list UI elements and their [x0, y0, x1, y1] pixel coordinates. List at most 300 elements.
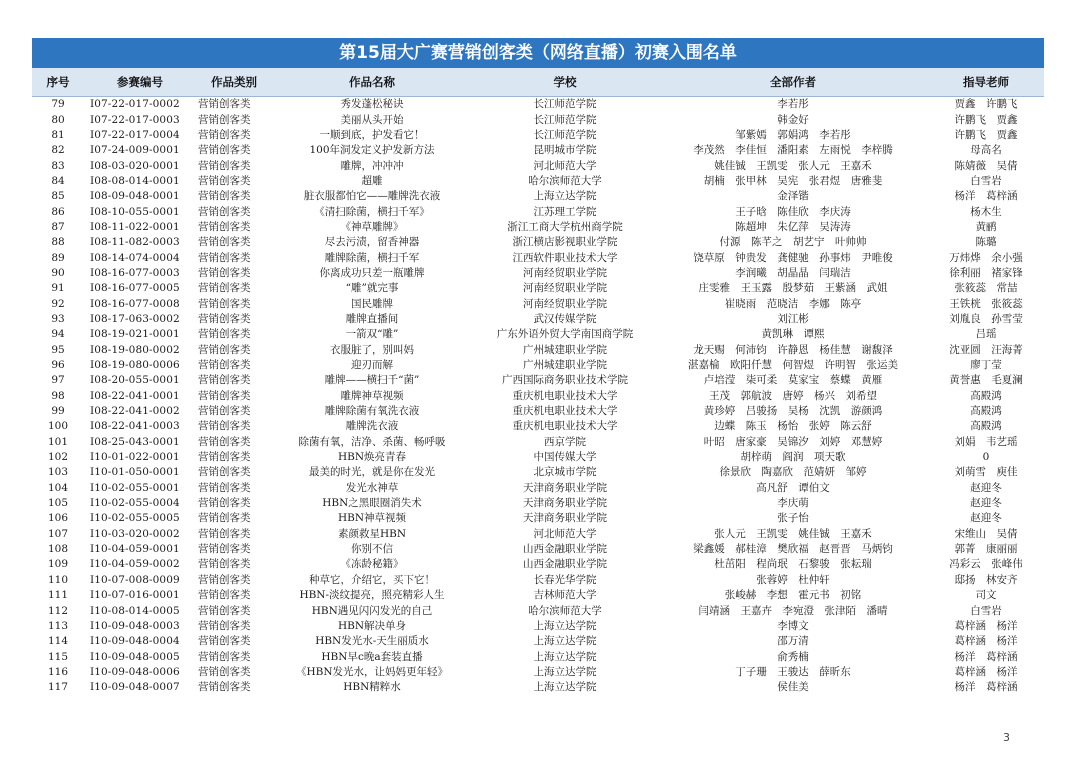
cell-work-title: 《HBN发光水，让妈妈更年轻》	[295, 665, 449, 678]
table-row	[32, 389, 1044, 404]
cell-work-title: 雕牌洗衣液	[345, 420, 399, 433]
cell-index: 94	[51, 328, 65, 341]
table-row	[32, 312, 1044, 327]
cell-entry-code: I10-02-055-0001	[90, 481, 180, 494]
cell-category: 营销创客类	[198, 359, 251, 372]
cell-category: 营销创客类	[198, 159, 251, 172]
cell-work-title: HBN之黑眼圈消失术	[322, 497, 422, 510]
cell-advisors: 张筱蕊 常喆	[954, 282, 1018, 295]
cell-entry-code: I08-20-055-0001	[90, 374, 180, 387]
finalists-table	[32, 68, 1044, 695]
table-row	[32, 189, 1044, 204]
cell-entry-code: I10-07-008-0009	[90, 573, 180, 586]
cell-advisors: 刘胤良 孙雪莹	[949, 312, 1023, 325]
cell-authors: 王茂 郭航波 唐婷 杨兴 刘希望	[709, 389, 877, 402]
cell-entry-code: I08-16-077-0005	[90, 282, 180, 295]
cell-entry-code: I08-16-077-0003	[90, 266, 180, 279]
cell-category: 营销创客类	[198, 481, 251, 494]
page-number: 3	[1003, 731, 1010, 744]
cell-school: 天津商务职业学院	[523, 481, 607, 494]
header-col-advisors: 指导老师	[928, 68, 1044, 97]
cell-advisors: 司文	[975, 589, 997, 602]
cell-authors: 杜茁阳 程尚珉 石黎骏 张耘瑞	[714, 558, 872, 571]
cell-category: 营销创客类	[198, 266, 251, 279]
cell-school: 广东外语外贸大学南国商学院	[496, 328, 634, 341]
cell-entry-code: I08-22-041-0001	[90, 389, 180, 402]
cell-work-title: 尽去污渍，留香神器	[324, 236, 420, 249]
table-row	[32, 296, 1044, 311]
cell-index: 117	[47, 681, 69, 694]
table-row	[32, 435, 1044, 450]
cell-school: 上海立达学院	[533, 190, 597, 203]
cell-authors: 叶昭 唐家豪 吴锦汐 刘婷 邓慧婷	[703, 435, 883, 448]
cell-entry-code: I08-16-077-0008	[90, 297, 180, 310]
cell-entry-code: I08-14-074-0004	[90, 251, 180, 264]
cell-authors: 梁鑫媛 郝桂漳 樊欣福 赵晋晋 马炳钧	[693, 543, 893, 556]
cell-work-title: 发光水神草	[345, 481, 399, 494]
cell-authors: 韩金好	[777, 113, 809, 126]
cell-authors: 陈超坤 朱亿萍 吴涛涛	[735, 220, 851, 233]
cell-entry-code: I08-22-041-0002	[90, 405, 180, 418]
cell-school: 上海立达学院	[533, 665, 597, 678]
cell-entry-code: I08-25-043-0001	[90, 435, 180, 448]
table-row	[32, 557, 1044, 572]
table-row	[32, 573, 1044, 588]
cell-advisors: 徐利丽 褚家锋	[949, 266, 1023, 279]
cell-work-title: 脏衣服都怕它——雕牌洗衣液	[303, 190, 441, 203]
header-col-category: 作品类别	[196, 68, 272, 97]
cell-index: 116	[47, 665, 69, 678]
cell-advisors: 杨洋 葛梓涵	[954, 681, 1018, 694]
cell-entry-code: I10-08-014-0005	[90, 604, 180, 617]
cell-work-title: HBN解决单身	[337, 619, 407, 632]
cell-authors: 黄珍婷 吕骏扬 吴杨 沈凯 游颜鸿	[703, 405, 883, 418]
cell-work-title: HBN早c晚a套装直播	[321, 650, 423, 663]
cell-authors: 李润曦 胡晶晶 闫瑞洁	[735, 266, 851, 279]
cell-index: 90	[51, 266, 65, 279]
cell-index: 112	[47, 604, 69, 617]
cell-school: 昆明城市学院	[533, 144, 597, 157]
table-row	[32, 511, 1044, 526]
cell-advisors: 陈婧薇 吴倩	[954, 159, 1018, 172]
cell-authors: 边蝶 陈玉 杨怡 张婷 陈云舒	[714, 420, 872, 433]
cell-category: 营销创客类	[198, 543, 251, 556]
cell-authors: 张子怡	[777, 512, 809, 525]
header-col-authors: 全部作者	[658, 68, 928, 97]
cell-entry-code: I10-09-048-0007	[90, 681, 180, 694]
cell-category: 营销创客类	[198, 435, 251, 448]
cell-index: 93	[51, 312, 65, 325]
table-row	[32, 603, 1044, 618]
cell-entry-code: I10-09-048-0006	[90, 665, 180, 678]
cell-school: 长江师范学院	[533, 113, 597, 126]
cell-entry-code: I10-09-048-0004	[90, 635, 180, 648]
cell-authors: 俞秀楠	[777, 650, 809, 663]
cell-advisors: 宋维山 吴倩	[954, 527, 1018, 540]
cell-category: 营销创客类	[198, 466, 251, 479]
cell-index: 108	[47, 543, 69, 556]
cell-school: 吉林师范大学	[533, 589, 597, 602]
cell-entry-code: I08-17-063-0002	[90, 312, 180, 325]
cell-entry-code: I10-09-048-0005	[90, 650, 180, 663]
cell-entry-code: I08-22-041-0003	[90, 420, 180, 433]
cell-school: 广州城建职业学院	[523, 343, 607, 356]
cell-category: 营销创客类	[198, 635, 251, 648]
table-row	[32, 665, 1044, 680]
cell-entry-code: I10-01-022-0001	[90, 451, 180, 464]
cell-school: 河北师范大学	[533, 527, 597, 540]
cell-category: 营销创客类	[198, 343, 251, 356]
cell-authors: 侯佳美	[777, 681, 809, 694]
cell-school: 哈尔滨师范大学	[528, 174, 602, 187]
table-row	[32, 465, 1044, 480]
cell-authors: 卢培滢 柒可柔 莫家宝 蔡蝶 黄雁	[703, 374, 883, 387]
table-row	[32, 158, 1044, 173]
table-row	[32, 450, 1044, 465]
cell-entry-code: I08-10-055-0001	[90, 205, 180, 218]
cell-authors: 庄雯雅 王玉露 殷梦茹 王紫涵 武姐	[698, 282, 888, 295]
table-row	[32, 527, 1044, 542]
cell-work-title: HBN神草视频	[337, 512, 407, 525]
cell-work-title: 雕牌，冲冲冲	[340, 159, 404, 172]
table-row	[32, 358, 1044, 373]
cell-category: 营销创客类	[198, 558, 251, 571]
cell-index: 84	[51, 174, 65, 187]
cell-school: 河南经贸职业学院	[523, 297, 607, 310]
cell-work-title: HBN精粹水	[343, 681, 401, 694]
cell-index: 107	[47, 527, 69, 540]
cell-index: 103	[47, 466, 69, 479]
cell-category: 营销创客类	[198, 236, 251, 249]
cell-category: 营销创客类	[198, 420, 251, 433]
cell-advisors: 杨洋 葛梓涵	[954, 190, 1018, 203]
cell-category: 营销创客类	[198, 297, 251, 310]
cell-category: 营销创客类	[198, 312, 251, 325]
cell-category: 营销创客类	[198, 128, 251, 141]
cell-authors: 丁子珊 王骏达 薛昕东	[735, 665, 851, 678]
cell-work-title: 《神草雕牌》	[340, 220, 404, 233]
cell-index: 83	[51, 159, 65, 172]
cell-work-title: 雕牌直播间	[345, 312, 399, 325]
cell-school: 浙江工商大学杭州商学院	[507, 220, 623, 233]
cell-authors: 李若彤	[777, 98, 809, 111]
cell-authors: 胡梓萌 阎润 项天歌	[740, 451, 846, 464]
table-row	[32, 419, 1044, 434]
cell-school: 西京学院	[544, 435, 586, 448]
cell-work-title: 种草它，介绍它，买下它！	[309, 573, 435, 586]
cell-work-title: HBN发光水-天生丽质水	[315, 635, 429, 648]
cell-work-title: 雕牌神草视频	[340, 389, 404, 402]
cell-school: 重庆机电职业技术大学	[512, 389, 618, 402]
cell-school: 浙江横店影视职业学院	[512, 236, 618, 249]
cell-index: 87	[51, 220, 65, 233]
table-row	[32, 128, 1044, 143]
cell-category: 营销创客类	[198, 190, 251, 203]
cell-category: 营销创客类	[198, 389, 251, 402]
cell-work-title: 最美的时光，就是你在发光	[309, 466, 435, 479]
cell-advisors: 吕瑶	[975, 328, 997, 341]
cell-index: 110	[47, 573, 69, 586]
cell-category: 营销创客类	[198, 604, 251, 617]
cell-advisors: 陈璐	[975, 236, 997, 249]
cell-entry-code: I10-04-059-0001	[90, 543, 180, 556]
cell-entry-code: I08-11-022-0001	[90, 220, 180, 233]
table-row	[32, 220, 1044, 235]
cell-entry-code: I07-24-009-0001	[90, 144, 180, 157]
cell-index: 82	[51, 144, 65, 157]
table-row	[32, 250, 1044, 265]
cell-advisors: 0	[982, 451, 990, 464]
table-body	[32, 97, 1044, 696]
cell-entry-code: I10-02-055-0004	[90, 497, 180, 510]
cell-authors: 姚佳铖 王凯雯 张人元 王嘉禾	[714, 159, 872, 172]
cell-work-title: “雕”就完事	[345, 282, 399, 295]
cell-work-title: HBN-淡纹提亮，照亮精彩人生	[299, 589, 445, 602]
cell-school: 山西金融职业学院	[523, 558, 607, 571]
table-row	[32, 235, 1044, 250]
cell-advisors: 沈亚圆 汪海菁	[949, 343, 1023, 356]
cell-school: 上海立达学院	[533, 635, 597, 648]
cell-advisors: 刘娟 韦艺瑶	[954, 435, 1018, 448]
table-row	[32, 542, 1044, 557]
cell-work-title: 国民雕牌	[351, 297, 393, 310]
cell-index: 100	[47, 420, 69, 433]
cell-advisors: 许鹏飞 贾鑫	[954, 128, 1018, 141]
cell-category: 营销创客类	[198, 589, 251, 602]
cell-authors: 龙天赐 何沛钧 许静恩 杨佳慧 谢馥泽	[693, 343, 893, 356]
cell-index: 111	[47, 589, 69, 602]
cell-entry-code: I07-22-017-0004	[90, 128, 180, 141]
table-row	[32, 588, 1044, 603]
cell-school: 北京城市学院	[533, 466, 597, 479]
table-row	[32, 649, 1044, 664]
cell-authors: 闫靖涵 王嘉卉 李宛澄 张津陌 潘晴	[698, 604, 888, 617]
header-col-entry-code: 参赛编号	[84, 68, 196, 97]
cell-authors: 李博文	[777, 619, 809, 632]
table-header-row	[32, 68, 1044, 97]
table-row	[32, 204, 1044, 219]
table-row	[32, 112, 1044, 127]
cell-authors: 王子晗 陈佳欣 李庆涛	[735, 205, 851, 218]
cell-school: 山西金融职业学院	[523, 543, 607, 556]
cell-authors: 张蓉婷 杜仲轩	[756, 573, 830, 586]
cell-advisors: 刘萌雪 庾佳	[954, 466, 1018, 479]
cell-advisors: 白雪岩	[970, 174, 1002, 187]
cell-school: 武汉传媒学院	[533, 312, 597, 325]
cell-category: 营销创客类	[198, 650, 251, 663]
cell-index: 109	[47, 558, 69, 571]
table-row	[32, 619, 1044, 634]
cell-advisors: 王铁桄 张筱蕊	[949, 297, 1023, 310]
cell-work-title: 雕牌——横扫千“菌”	[324, 374, 420, 387]
cell-index: 91	[51, 282, 65, 295]
table-row	[32, 343, 1044, 358]
cell-work-title: 100年洞发定义护发新方法	[309, 144, 435, 157]
cell-school: 长春光华学院	[533, 573, 597, 586]
table-row	[32, 634, 1044, 649]
cell-category: 营销创客类	[198, 220, 251, 233]
cell-index: 96	[51, 359, 65, 372]
table-row	[32, 481, 1044, 496]
cell-category: 营销创客类	[198, 251, 251, 264]
cell-work-title: 《冻龄秘籍》	[340, 558, 404, 571]
cell-advisors: 黄誉惠 毛夏澜	[949, 374, 1023, 387]
table-row	[32, 97, 1044, 113]
cell-index: 113	[47, 619, 69, 632]
header-col-index: 序号	[32, 68, 84, 97]
cell-advisors: 郭菁 康丽丽	[954, 543, 1018, 556]
cell-entry-code: I08-09-048-0001	[90, 190, 180, 203]
cell-index: 85	[51, 190, 65, 203]
cell-index: 105	[47, 497, 69, 510]
cell-school: 广西国际商务职业技术学院	[502, 374, 628, 387]
cell-advisors: 赵迎冬	[970, 512, 1002, 525]
cell-school: 重庆机电职业技术大学	[512, 420, 618, 433]
table-row	[32, 281, 1044, 296]
cell-authors: 邵万清	[777, 635, 809, 648]
table-row	[32, 680, 1044, 695]
cell-index: 95	[51, 343, 65, 356]
cell-index: 106	[47, 512, 69, 525]
cell-authors: 黄凯琳 谭熙	[761, 328, 825, 341]
cell-category: 营销创客类	[198, 174, 251, 187]
cell-advisors: 赵迎冬	[970, 497, 1002, 510]
cell-advisors: 黄鹂	[975, 220, 997, 233]
cell-entry-code: I10-09-048-0003	[90, 619, 180, 632]
cell-index: 101	[47, 435, 69, 448]
cell-authors: 湛嘉棆 欧阳仟慧 何智煜 许明智 张运美	[688, 359, 898, 372]
cell-school: 河南经贸职业学院	[523, 266, 607, 279]
cell-school: 广州城建职业学院	[523, 359, 607, 372]
cell-authors: 胡楠 张甲林 吴宪 张君煜 唐雅斐	[703, 174, 883, 187]
cell-school: 重庆机电职业技术大学	[512, 405, 618, 418]
cell-school: 上海立达学院	[533, 619, 597, 632]
cell-entry-code: I10-04-059-0002	[90, 558, 180, 571]
table-row	[32, 404, 1044, 419]
cell-category: 营销创客类	[198, 681, 251, 694]
table-row	[32, 496, 1044, 511]
cell-advisors: 许鹏飞 贾鑫	[954, 113, 1018, 126]
cell-category: 营销创客类	[198, 512, 251, 525]
cell-authors: 徐景欣 陶嘉欣 范婧妍 邹婷	[719, 466, 867, 479]
cell-advisors: 白雪岩	[970, 604, 1002, 617]
cell-work-title: 素颜救星HBN	[337, 527, 407, 540]
cell-advisors: 杨洋 葛梓涵	[954, 650, 1018, 663]
cell-work-title: 秀发蓬松秘诀	[340, 98, 404, 111]
cell-index: 104	[47, 481, 69, 494]
cell-entry-code: I08-19-021-0001	[90, 328, 180, 341]
cell-work-title: 雕牌除菌有氧洗衣液	[324, 405, 420, 418]
cell-advisors: 高殿鸿	[970, 420, 1002, 433]
table-row	[32, 373, 1044, 388]
cell-authors: 金泽锴	[777, 190, 809, 203]
cell-work-title: 你离成功只差一瓶雕牌	[319, 266, 425, 279]
cell-index: 98	[51, 389, 65, 402]
cell-work-title: 一箭双“雕”	[345, 328, 399, 341]
cell-index: 97	[51, 374, 65, 387]
cell-entry-code: I08-19-080-0002	[90, 343, 180, 356]
cell-school: 哈尔滨师范大学	[528, 604, 602, 617]
cell-school: 中国传媒大学	[533, 451, 597, 464]
cell-advisors: 高殿鸿	[970, 389, 1002, 402]
cell-school: 上海立达学院	[533, 681, 597, 694]
cell-authors: 刘江彬	[777, 312, 809, 325]
cell-authors: 张人元 王凯雯 姚佳铖 王嘉禾	[714, 527, 872, 540]
cell-category: 营销创客类	[198, 374, 251, 387]
header-col-work-title: 作品名称	[272, 68, 472, 97]
cell-category: 营销创客类	[198, 328, 251, 341]
cell-advisors: 贾鑫 许鹏飞	[954, 98, 1018, 111]
cell-index: 92	[51, 297, 65, 310]
cell-school: 上海立达学院	[533, 650, 597, 663]
cell-index: 81	[51, 128, 65, 141]
cell-advisors: 杨木生	[970, 205, 1002, 218]
table-row	[32, 327, 1044, 342]
cell-work-title: 衣服脏了，别叫妈	[330, 343, 414, 356]
cell-entry-code: I10-03-020-0002	[90, 527, 180, 540]
cell-entry-code: I10-01-050-0001	[90, 466, 180, 479]
cell-advisors: 高殿鸿	[970, 405, 1002, 418]
cell-category: 营销创客类	[198, 205, 251, 218]
table-row	[32, 174, 1044, 189]
cell-school: 江西软件职业技术大学	[512, 251, 618, 264]
cell-entry-code: I07-22-017-0003	[90, 113, 180, 126]
cell-index: 114	[47, 635, 69, 648]
cell-authors: 邹紫嫣 郭娟鸿 李若彤	[735, 128, 851, 141]
cell-authors: 李茂然 李佳恒 潘阳素 左雨悦 李梓腾	[693, 144, 893, 157]
cell-authors: 付源 陈芊之 胡艺宁 叶帅帅	[719, 236, 867, 249]
cell-category: 营销创客类	[198, 451, 251, 464]
page-title: 第15届大广赛营销创客类（网络直播）初赛入围名单	[32, 38, 1044, 68]
cell-work-title: 《清扫除菌，横扫千军》	[314, 205, 430, 218]
cell-advisors: 葛梓涵 杨洋	[954, 619, 1018, 632]
cell-category: 营销创客类	[198, 405, 251, 418]
cell-advisors: 冯彩云 张峰伟	[949, 558, 1023, 571]
cell-category: 营销创客类	[198, 497, 251, 510]
cell-entry-code: I10-07-016-0001	[90, 589, 180, 602]
header-col-school: 学校	[472, 68, 658, 97]
cell-advisors: 葛梓涵 杨洋	[954, 665, 1018, 678]
cell-school: 长江师范学院	[533, 128, 597, 141]
cell-authors: 崔晓雨 范晓洁 李娜 陈亭	[724, 297, 862, 310]
cell-index: 88	[51, 236, 65, 249]
cell-school: 长江师范学院	[533, 98, 597, 111]
cell-index: 102	[47, 451, 69, 464]
cell-entry-code: I10-02-055-0005	[90, 512, 180, 525]
cell-advisors: 葛梓涵 杨洋	[954, 635, 1018, 648]
cell-authors: 李庆萌	[777, 497, 809, 510]
cell-index: 79	[51, 98, 65, 111]
results-sheet	[32, 38, 1044, 695]
cell-category: 营销创客类	[198, 113, 251, 126]
table-row	[32, 143, 1044, 158]
cell-work-title: 美丽从头开始	[340, 113, 404, 126]
cell-entry-code: I08-08-014-0001	[90, 174, 180, 187]
cell-work-title: 雕牌除菌，横扫千军	[324, 251, 420, 264]
cell-advisors: 母高名	[970, 144, 1002, 157]
cell-school: 天津商务职业学院	[523, 512, 607, 525]
cell-category: 营销创客类	[198, 619, 251, 632]
cell-work-title: HBN焕亮青春	[337, 451, 407, 464]
cell-index: 80	[51, 113, 65, 126]
cell-school: 江苏理工学院	[533, 205, 597, 218]
cell-school: 河北师范大学	[533, 159, 597, 172]
cell-entry-code: I08-11-082-0003	[90, 236, 180, 249]
cell-school: 河南经贸职业学院	[523, 282, 607, 295]
cell-advisors: 邸扬 林安齐	[954, 573, 1018, 586]
cell-advisors: 万炜烨 余小强	[949, 251, 1023, 264]
cell-category: 营销创客类	[198, 665, 251, 678]
